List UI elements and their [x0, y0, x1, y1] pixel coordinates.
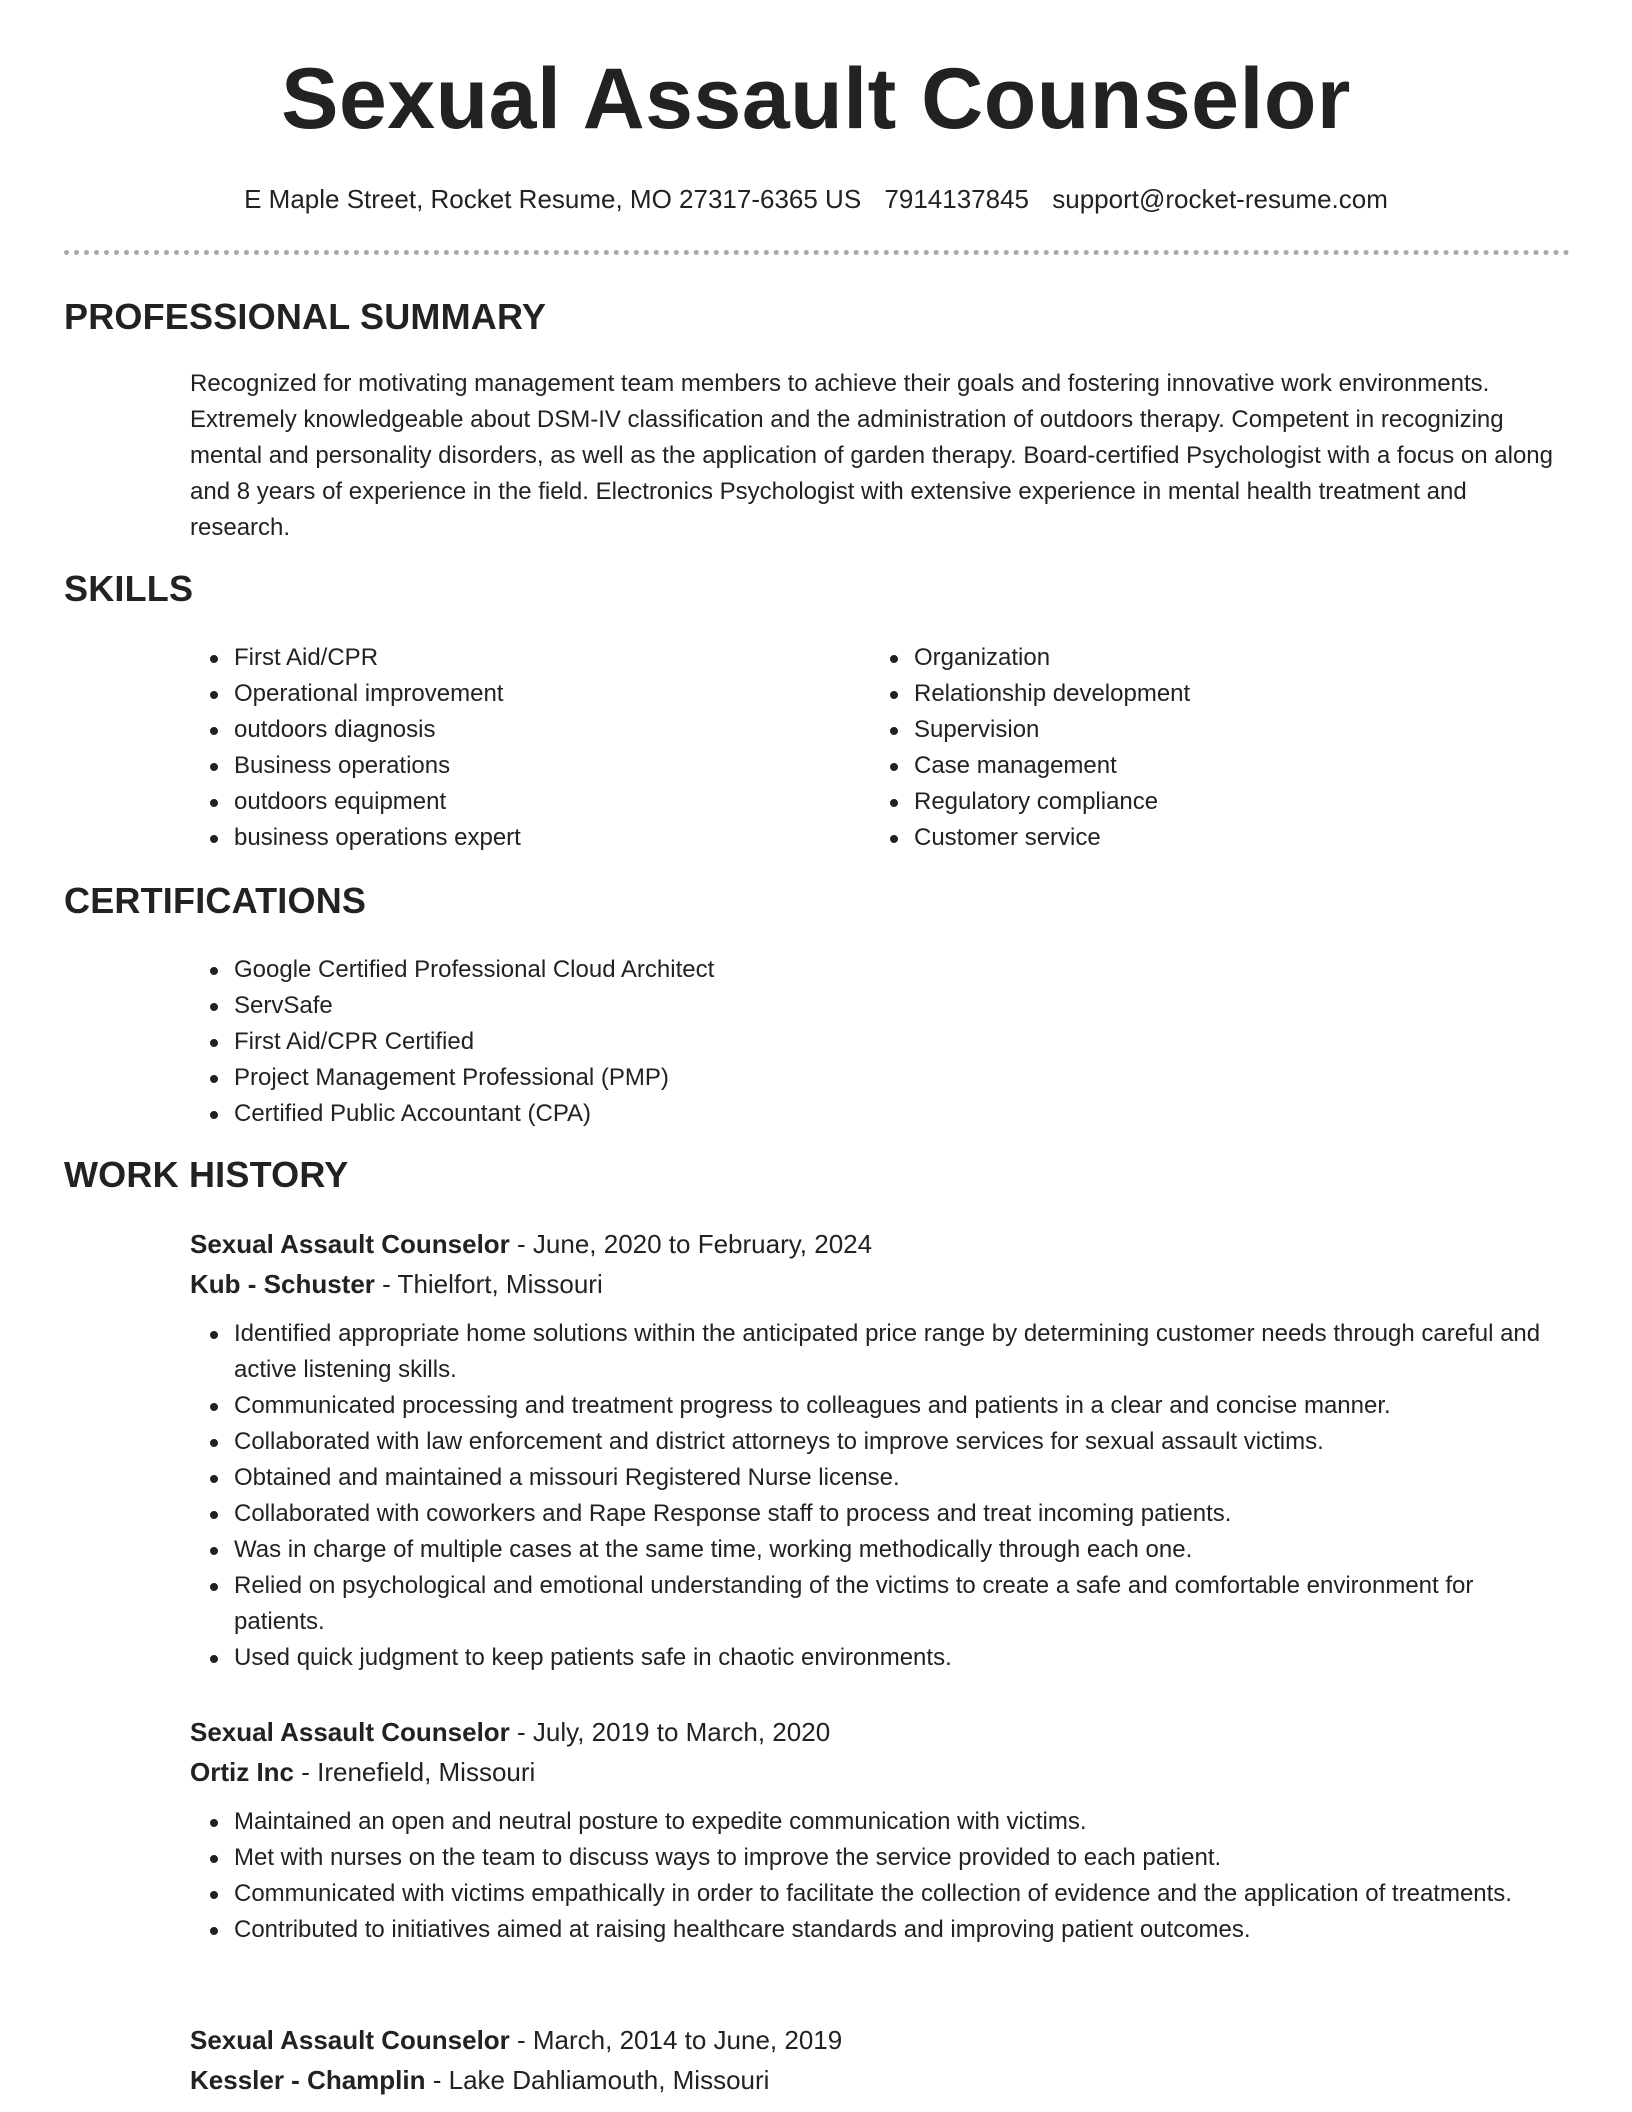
job-dates: - June, 2020 to February, 2024 [509, 1229, 873, 1259]
job-bullet: Used quick judgment to keep patients safe in chaotic environments. [234, 1640, 1570, 1676]
certifications-list [190, 952, 1190, 1132]
job-dates: - July, 2019 to March, 2020 [509, 1717, 831, 1747]
job-bullet: Met with nurses on the team to discuss ways to improve the service provided to each patient. [234, 1840, 1570, 1876]
certification-item: Google Certified Professional Cloud Architect [234, 952, 1190, 988]
job-company-line [190, 1264, 1570, 1304]
job-bullet: Communicated processing and treatment progress to colleagues and patients in a clear and concise manner. [234, 1388, 1570, 1424]
skill-item: Business operations [234, 748, 830, 784]
job-entry [190, 2020, 1570, 2100]
skills-column-right [870, 640, 1510, 856]
certifications-block [190, 952, 1190, 1132]
skill-item: Operational improvement [234, 676, 830, 712]
job-title-line [190, 1712, 1570, 1752]
contact-phone: 7914137845 [884, 184, 1030, 214]
job-company-line [190, 1752, 1570, 1792]
job-dates: - March, 2014 to June, 2019 [509, 2025, 843, 2055]
job-role: Sexual Assault Counselor [190, 1229, 510, 1259]
contact-line [0, 182, 1632, 216]
contact-email: support@rocket-resume.com [1052, 184, 1388, 214]
skill-item: Case management [914, 748, 1510, 784]
skill-item: Relationship development [914, 676, 1510, 712]
job-bullet: Collaborated with coworkers and Rape Response staff to process and treat incoming patients. [234, 1496, 1570, 1532]
job-bullet: Was in charge of multiple cases at the same time, working methodically through each one. [234, 1532, 1570, 1568]
skill-item: Supervision [914, 712, 1510, 748]
skills-heading: SKILLS [64, 568, 194, 609]
job-bullet: Contributed to initiatives aimed at raising healthcare standards and improving patient outcomes. [234, 1912, 1570, 1948]
skills-list-right [870, 640, 1510, 856]
summary-heading: PROFESSIONAL SUMMARY [64, 296, 547, 337]
certification-item: ServSafe [234, 988, 1190, 1024]
job-role: Sexual Assault Counselor [190, 2025, 510, 2055]
certification-item: Certified Public Accountant (CPA) [234, 1096, 1190, 1132]
skills-column-left [190, 640, 830, 856]
resume-name: Sexual Assault Counselor [281, 51, 1351, 147]
certification-item: Project Management Professional (PMP) [234, 1060, 1190, 1096]
job-company: Kessler - Champlin [190, 2065, 426, 2095]
job-bullet: Relied on psychological and emotional understanding of the victims to create a safe and comfortable environment for patients. [234, 1568, 1570, 1640]
job-company: Ortiz Inc [190, 1757, 295, 1787]
contact-address: E Maple Street, Rocket Resume, MO 27317-6365 US [244, 184, 862, 214]
job-location: - Thielfort, Missouri [374, 1269, 603, 1299]
job-company-line [190, 2060, 1570, 2100]
job-entry [190, 1224, 1570, 1676]
job-bullet: Identified appropriate home solutions within the anticipated price range by determining customer needs through careful and active listening skills. [234, 1316, 1570, 1388]
skills-list-left [190, 640, 830, 856]
job-role: Sexual Assault Counselor [190, 1717, 510, 1747]
job-bullet: Collaborated with law enforcement and district attorneys to improve services for sexual assault victims. [234, 1424, 1570, 1460]
skill-item: business operations expert [234, 820, 830, 856]
certification-item: First Aid/CPR Certified [234, 1024, 1190, 1060]
job-bullets [190, 1804, 1570, 1948]
job-company: Kub - Schuster [190, 1269, 375, 1299]
job-title-line [190, 1224, 1570, 1264]
skill-item: Regulatory compliance [914, 784, 1510, 820]
summary-text: Recognized for motivating management team members to achieve their goals and fostering innovative work environments. Extremely knowledgeable about DSM-IV classification and the administration of outdoors therapy. Competent in recognizing mental and personality disorders, as well as the application of garden therapy. Board-certified Psychologist with a focus on along and 8 years of experience in the field. Electronics Psychologist with extensive experience in mental health treatment and research. [190, 370, 1553, 541]
job-bullet: Communicated with victims empathically in order to facilitate the collection of evidence and the application of treatments. [234, 1876, 1570, 1912]
job-title-line [190, 2020, 1570, 2060]
skill-item: outdoors equipment [234, 784, 830, 820]
skill-item: outdoors diagnosis [234, 712, 830, 748]
skill-item: First Aid/CPR [234, 640, 830, 676]
job-entry [190, 1712, 1570, 1948]
job-location: - Irenefield, Missouri [294, 1757, 536, 1787]
skill-item: Customer service [914, 820, 1510, 856]
certifications-heading: CERTIFICATIONS [64, 880, 367, 921]
header-divider [64, 250, 1570, 255]
work-history-heading: WORK HISTORY [64, 1154, 349, 1195]
skill-item: Organization [914, 640, 1510, 676]
job-bullets [190, 1316, 1570, 1676]
job-bullet: Obtained and maintained a missouri Registered Nurse license. [234, 1460, 1570, 1496]
job-bullet: Maintained an open and neutral posture to expedite communication with victims. [234, 1804, 1570, 1840]
job-location: - Lake Dahliamouth, Missouri [425, 2065, 770, 2095]
